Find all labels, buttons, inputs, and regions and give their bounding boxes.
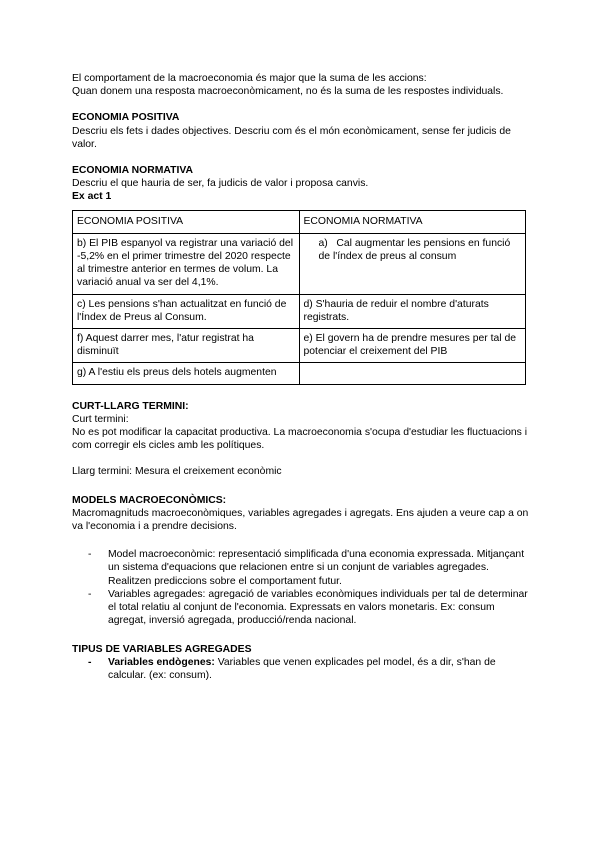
intro-line-2: Quan donem una resposta macroeconòmicament, no és la suma de les respostes individuals. xyxy=(72,86,504,98)
table-cell xyxy=(299,363,526,384)
table-row xyxy=(73,294,526,328)
heading-curt-llarg-termini: CURT-LLARG TERMINI: xyxy=(72,400,189,412)
table-cell: e) El govern ha de prendre mesures per tal de potenciar el creixement del PIB xyxy=(299,329,526,363)
heading-models-macroeconomics: MODELS MACROECONÒMICS: xyxy=(72,494,227,506)
positiva-text: Descriu els fets i dades objectives. Descriu com és el món econòmicament, sense fer judicis de valor. xyxy=(72,125,511,150)
variables-endogenes-label: Variables endògenes: xyxy=(108,656,215,668)
heading-economia-normativa: ECONOMIA NORMATIVA xyxy=(72,165,194,177)
list-item xyxy=(72,588,532,628)
list-item-text: Variables agregades: agregació de variables econòmiques individuals per tal de determinar el total relatiu al conjunt de l'economia. Expressats en valors monetaris. Ex: consum agregat, inversió agregada, producció/renda nacional. xyxy=(108,588,528,627)
table-cell: d) S'hauria de reduir el nombre d'aturats registrats. xyxy=(299,294,526,328)
table-cell: b) El PIB espanyol va registrar una variació del -5,2% en el primer trimestre del 2020 respecte al trimestre anterior en termes de volum. La variació anual va ser del 4,1%. xyxy=(73,233,300,294)
heading-tipus-variables: TIPUS DE VARIABLES AGREGADES xyxy=(72,643,252,655)
intro-line-1: El comportament de la macroeconomia és major que la suma de les accions: xyxy=(72,73,427,84)
example-label: Ex act 1 xyxy=(72,191,112,203)
table-header-row xyxy=(73,210,526,233)
variables-endogenes-text: Variables que venen explicades pel model, és a dir, s'han de calcular. (ex: consum). xyxy=(108,656,496,681)
dash-bullet: - xyxy=(88,549,92,561)
models-text: Macromagnituds macroeconòmiques, variables agregades i agregats. Ens ajuden a veure cap a on va l'economia i a prendre decisions. xyxy=(72,507,529,533)
heading-economia-positiva: ECONOMIA POSITIVA xyxy=(72,112,180,124)
normativa-text: Descriu el que hauria de ser, fa judicis de valor i proposa canvis. xyxy=(72,178,369,190)
dash-bullet: - xyxy=(88,656,92,668)
models-bullet-list xyxy=(72,548,532,627)
table-header-positiva: ECONOMIA POSITIVA xyxy=(73,210,300,233)
list-item xyxy=(72,548,532,588)
curt-termini-label: Curt termini: xyxy=(72,413,129,425)
table-cell: f) Aquest darrer mes, l'atur registrat ha disminuït xyxy=(73,329,300,363)
table-cell: a) Cal augmentar les pensions en funció de l'índex de preus al consum xyxy=(299,233,526,294)
table-row xyxy=(73,363,526,384)
table-header-normativa: ECONOMIA NORMATIVA xyxy=(299,210,526,233)
economia-table xyxy=(72,210,526,385)
table-cell: c) Les pensions s'han actualitzat en funció de l'Índex de Preus al Consum. xyxy=(73,294,300,328)
table-cell: g) A l'estiu els preus dels hotels augmenten xyxy=(73,363,300,384)
table-row xyxy=(73,329,526,363)
tipus-bullet-list xyxy=(72,656,532,682)
table-row xyxy=(73,233,526,294)
list-item xyxy=(72,656,532,682)
curt-termini-text: No es pot modificar la capacitat productiva. La macroeconomia s'ocupa d'estudiar les fluctuacions i com corregir els cicles amb les polítiques. xyxy=(72,427,528,452)
document-page xyxy=(72,72,532,682)
llarg-termini-text: Llarg termini: Mesura el creixement econòmic xyxy=(72,466,282,478)
dash-bullet: - xyxy=(88,588,92,600)
list-item-text: Model macroeconòmic: representació simplificada d'una economia expressada. Mitjançant un sistema d'equacions que relacionen entre si un conjunt de variables agregades. Realitzen prediccions sobre el comportament futur. xyxy=(108,549,525,587)
